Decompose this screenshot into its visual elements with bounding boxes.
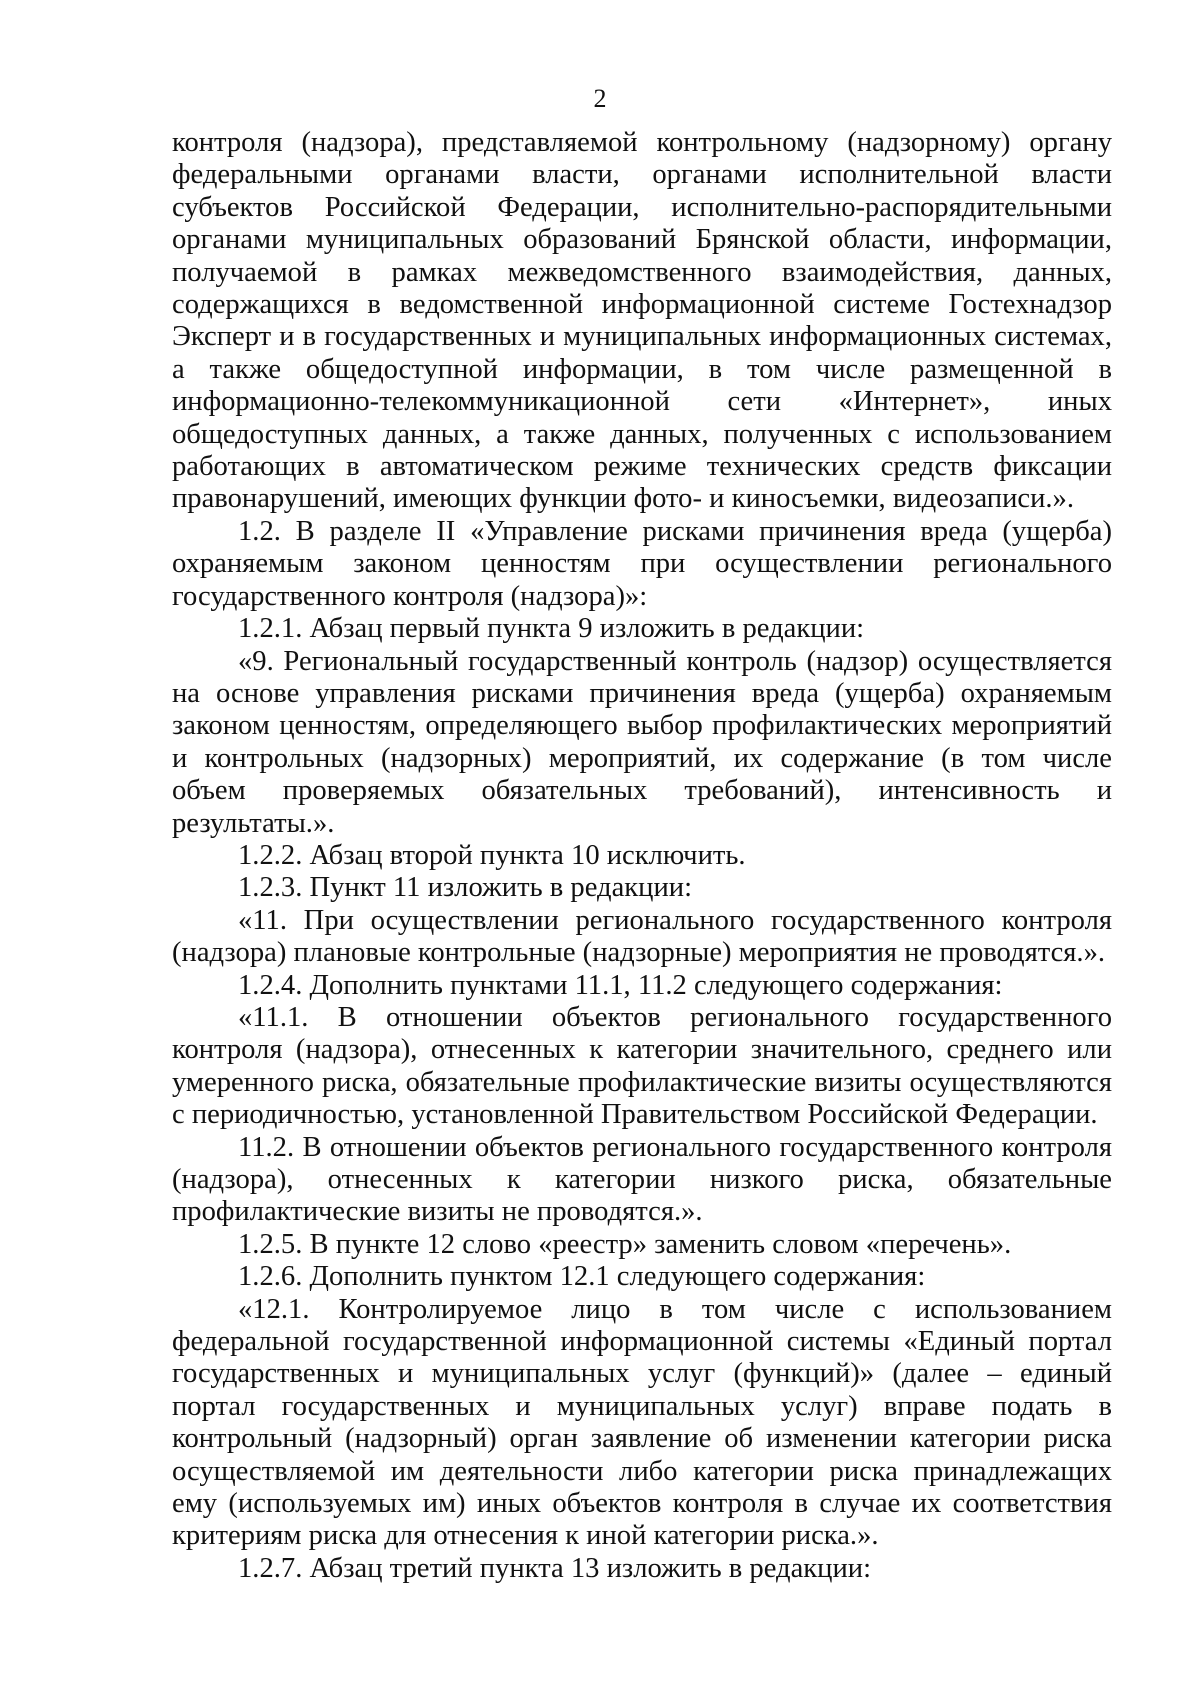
paragraph-quote-11: «11. При осуществлении регионального государственного контроля (надзора) плановые контрольные (надзорные) мероприятия не проводятся.». <box>172 904 1112 969</box>
document-body <box>172 127 1112 1585</box>
paragraph-quote-9: «9. Региональный государственный контроль (надзор) осуществляется на основе управления рисками причинения вреда (ущерба) охраняемым законом ценностям, определяющего выбор профилактических мероприятий и контрольных (надзорных) мероприятий, их содержание (в том числе объем проверяемых обязательных требований), интенсивность и результаты.». <box>172 645 1112 839</box>
paragraph-section-1-2: 1.2. В разделе II «Управление рисками причинения вреда (ущерба) охраняемым законом ценностям при осуществлении регионального государственного контроля (надзора)»: <box>172 515 1112 612</box>
paragraph-quote-11-1: «11.1. В отношении объектов регионального государственного контроля (надзора), отнесенных к категории значительного, среднего или умеренного риска, обязательные профилактические визиты осуществляются с периодичностью, установленной Правительством Российской Федерации. <box>172 1001 1112 1131</box>
paragraph-1-2-7: 1.2.7. Абзац третий пункта 13 изложить в редакции: <box>238 1552 872 1584</box>
paragraph-1-2-2: 1.2.2. Абзац второй пункта 10 исключить. <box>238 839 746 871</box>
paragraph-1-2-4: 1.2.4. Дополнить пунктами 11.1, 11.2 следующего содержания: <box>238 969 1003 1001</box>
page-number: 2 <box>593 84 607 113</box>
paragraph-1-2-1: 1.2.1. Абзац первый пункта 9 изложить в редакции: <box>238 613 865 645</box>
paragraph-quote-12-1: «12.1. Контролируемое лицо в том числе с использованием федеральной государственной информационной системы «Единый портал государственных и муниципальных услуг (функций)» (далее – единый портал государственных и муниципальных услуг) вправе подать в контрольный (надзорный) орган заявление об изменении категории риска осуществляемой им деятельности либо категории риска принадлежащих ему (используемых им) иных объектов контроля в случае их соответствия критериям риска для отнесения к иной категории риска.». <box>172 1293 1112 1552</box>
paragraph-1-2-3: 1.2.3. Пункт 11 изложить в редакции: <box>238 872 693 904</box>
paragraph-quote-11-2: 11.2. В отношении объектов регионального государственного контроля (надзора), отнесенных к категории низкого риска, обязательные профилактические визиты не проводятся.». <box>172 1131 1112 1228</box>
paragraph-1-2-5: 1.2.5. В пункте 12 слово «реестр» заменить словом «перечень». <box>238 1228 1012 1260</box>
paragraph-1-2-6: 1.2.6. Дополнить пунктом 12.1 следующего содержания: <box>238 1261 926 1293</box>
paragraph-continuation: контроля (надзора), представляемой контрольному (надзорному) органу федеральными органами власти, органами исполнительной власти субъектов Российской Федерации, исполнительно-распорядительными органами муниципальных образований Брянской области, информации, получаемой в рамках межведомственного взаимодействия, данных, содержащихся в ведомственной информационной системе Гостехнадзор Эксперт и в государственных и муниципальных информационных системах, а также общедоступной информации, в том числе размещенной в информационно-телекоммуникационной сети «Интернет», иных общедоступных данных, а также данных, полученных с использованием работающих в автоматическом режиме технических средств фиксации правонарушений, имеющих функции фото- и киносъемки, видеозаписи.». <box>172 127 1112 515</box>
